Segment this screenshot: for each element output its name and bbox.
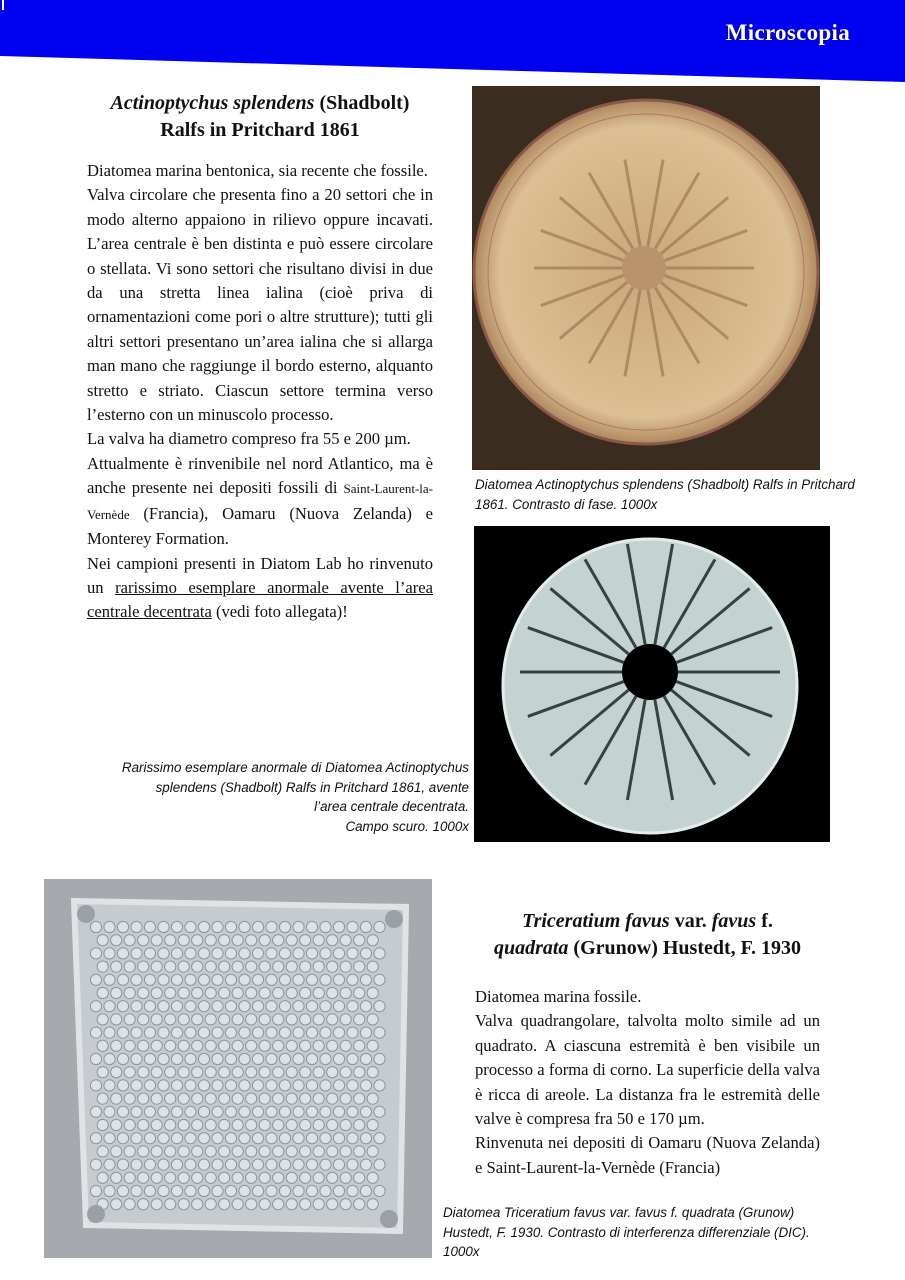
title-line2: Ralfs in Pritchard 1861 bbox=[160, 119, 360, 141]
article1-body bbox=[87, 159, 433, 625]
title-text: var. bbox=[669, 910, 712, 932]
paragraph bbox=[87, 552, 433, 625]
text: Attualmente è rinvenibile nel nord Atlantico, ma è anche presente nei depositi fossili di bbox=[87, 453, 433, 498]
article1-title bbox=[87, 90, 433, 144]
article2-body bbox=[475, 985, 820, 1180]
caption-text: Campo scuro. 1000x bbox=[345, 818, 469, 834]
caption-1: Diatomea Actinoptychus splendens (Shadbolt) Ralfs in Pritchard 1861. Contrasto di fase. 1000x bbox=[475, 477, 855, 512]
diatom-photo-phase-contrast bbox=[472, 86, 820, 470]
paragraph bbox=[87, 452, 433, 552]
section-title: Microscopia bbox=[725, 20, 850, 45]
title-author: (Shadbolt) bbox=[314, 92, 410, 114]
paragraph: Diatomea marina fossile. bbox=[475, 987, 642, 1006]
paragraph: Diatomea marina bentonica, sia recente che fossile. bbox=[87, 161, 428, 180]
text: Nei campioni presenti in Diatom Lab ho rinvenuto un bbox=[87, 553, 433, 597]
paragraph: La valva ha diametro compreso fra 55 e 200 µm. bbox=[87, 429, 411, 449]
title-variety: favus bbox=[711, 910, 757, 932]
paragraph: Valva quadrangolare, talvolta molto simile ad un quadrato. A ciascuna estremità è ben visibile un processo a forma di corno. La superficie della valva è ricca di areole. La distanza fra le estremità delle valve è compresa fra 50 e 170 µm. bbox=[475, 1011, 820, 1129]
text: (Francia), Oamaru (Nuova Zelanda) e Monterey Formation. bbox=[87, 503, 433, 549]
article2-title bbox=[475, 908, 820, 962]
title-text: f. bbox=[756, 910, 773, 932]
title-species: Triceratium favus bbox=[522, 910, 670, 932]
title-author: (Grunow) Hustedt, F. 1930 bbox=[568, 937, 802, 959]
header-mark bbox=[2, 0, 4, 10]
paragraph: Rinvenuta nei depositi di Oamaru (Nuova Zelanda) e Saint-Laurent-la-Vernède (Francia) bbox=[475, 1133, 820, 1177]
caption-text: Rarissimo esemplare anormale di Diatomea Actinoptychus splendens (Shadbolt) Ralfs in Pritchard 1861, avente l’area centrale decentrata. bbox=[121, 760, 469, 814]
place-name: Saint-Laurent-la-Vernède bbox=[87, 481, 433, 522]
title-form: quadrata bbox=[493, 937, 569, 959]
title-species: Actinoptychus splendens bbox=[110, 92, 315, 114]
diatom-photo-dic bbox=[44, 879, 432, 1258]
caption-2 bbox=[120, 758, 469, 836]
caption-3: Diatomea Triceratium favus var. favus f. quadrata (Grunow) Hustedt, F. 1930. Contrasto di interferenza differenziale (DIC). 1000x bbox=[443, 1205, 810, 1259]
diatom-photo-dark-field bbox=[474, 526, 830, 842]
text: (vedi foto allegata)! bbox=[211, 602, 348, 622]
paragraph: Valva circolare che presenta fino a 20 settori che in modo alterno appaiono in rilievo oppure incavati. L’area centrale è ben distinta e può essere circolare o stellata. Vi sono settori che risultano divisi in due da una stretta linea ialina (cioè priva di ornamentazioni come pori o altre strutture); tutti gli altri settori presentano un’area ialina che si allarga man mano che raggiunge il bordo esterno, alquanto stretto e striato. Ciascun settore termina verso l’esterno con un minuscolo processo. bbox=[87, 185, 433, 425]
underlined-text: rarissimo esemplare anormale avente l’area centrale decentrata bbox=[87, 577, 433, 622]
